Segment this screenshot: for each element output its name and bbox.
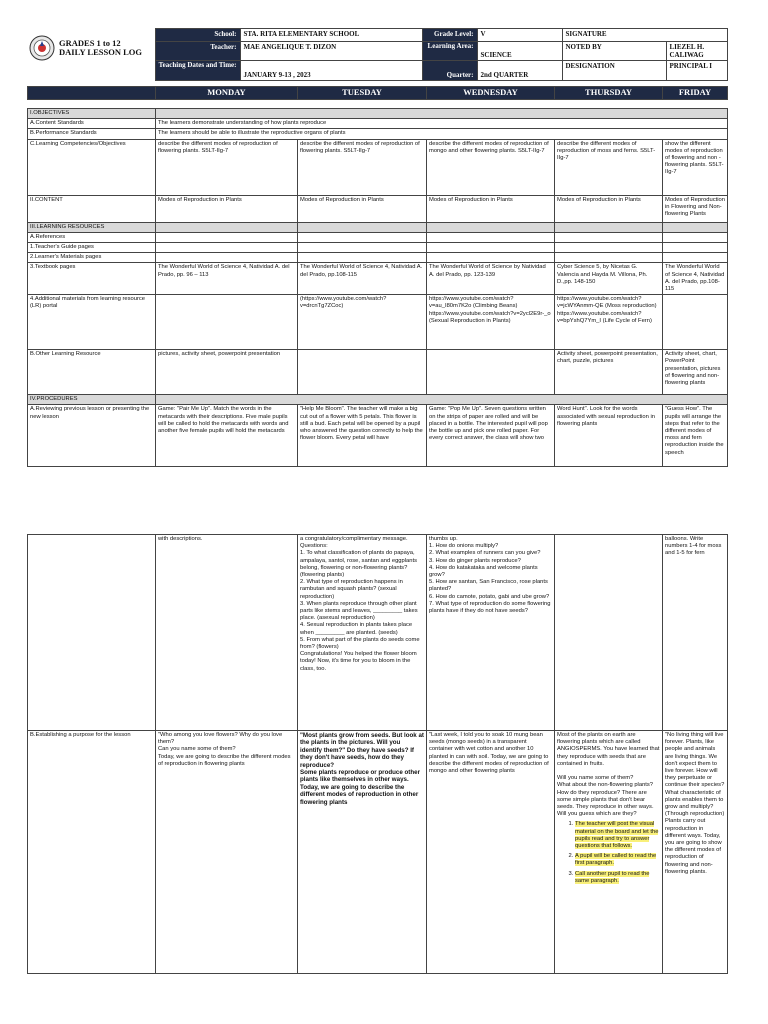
additional-wednesday: https://www.youtube.com/watch?v=au_I80m7K2o (Climbing Beans) https://www.youtube.com/watch?v=2ycl2E9r-_o (Sexual Reproduction in Plants) bbox=[427, 295, 555, 350]
additional-friday bbox=[663, 295, 728, 350]
content-standards-label: A.Content Standards bbox=[28, 119, 156, 129]
review-monday: Game: "Pair Me Up". Match the words in the metacards with their descriptions. Five male pupils will be called to hold the metacards with words and another five female pupils will hold the metacards bbox=[156, 405, 298, 467]
area-value: SCIENCE bbox=[477, 42, 562, 61]
tg-label: 1.Teacher's Guide pages bbox=[28, 243, 156, 253]
performance-standards-label: B.Performance Standards bbox=[28, 129, 156, 139]
references-label: A.References bbox=[28, 232, 156, 242]
review-cont-monday: with descriptions. bbox=[156, 535, 298, 731]
additional-thursday: https://www.youtube.com/watch?v=jcWYAnmm-QE (Moss reproduction) https://www.youtube.com/watch?v=bpYshQ7Ym_I (Life Cycle of Fern) bbox=[555, 295, 663, 350]
blank bbox=[663, 243, 728, 253]
objectives-blank bbox=[156, 109, 728, 119]
other-wednesday bbox=[427, 350, 555, 395]
textbook-tuesday: The Wonderful World of Science 4, Natividad A. del Prado, pp.108-115 bbox=[298, 263, 427, 295]
content-label: II.CONTENT bbox=[28, 195, 156, 222]
blank bbox=[427, 222, 555, 232]
quarter-label: Quarter: bbox=[422, 61, 477, 81]
blank bbox=[427, 232, 555, 242]
lesson-table-page2 bbox=[27, 534, 728, 974]
blank bbox=[555, 253, 663, 263]
logo-area bbox=[27, 29, 155, 81]
noted-value: LIEZEL H. CALIWAG bbox=[666, 42, 727, 61]
day-monday: MONDAY bbox=[156, 87, 298, 100]
textbook-label: 3.Textbook pages bbox=[28, 263, 156, 295]
blank bbox=[156, 222, 298, 232]
logo-title-line2: DAILY LESSON LOG bbox=[59, 46, 142, 57]
dates-value: JANUARY 9-13 , 2023 bbox=[240, 61, 422, 81]
blank bbox=[663, 222, 728, 232]
competency-friday: show the different modes of reproduction of flowering and non - flowering plants. S5LT-IIg-7 bbox=[663, 139, 728, 195]
school-label: School: bbox=[155, 29, 240, 42]
day-thursday: THURSDAY bbox=[555, 87, 663, 100]
other-tuesday bbox=[298, 350, 427, 395]
designation-value: PRINCIPAL I bbox=[666, 61, 727, 81]
blank bbox=[555, 222, 663, 232]
competency-monday: describe the different modes of reproduction of flowering plants. S5LT-IIg-7 bbox=[156, 139, 298, 195]
other-thursday: Activity sheet, powerpoint presentation, chart, puzzle, pictures bbox=[555, 350, 663, 395]
blank bbox=[555, 243, 663, 253]
noted-label: NOTED BY bbox=[562, 42, 666, 61]
lesson-table-page1 bbox=[27, 108, 728, 467]
purpose-thursday-list bbox=[569, 821, 660, 885]
review-cont-label bbox=[28, 535, 156, 731]
purpose-thursday-step-2: A pupil will be called to read the first paragraph. bbox=[575, 853, 657, 867]
blank bbox=[156, 243, 298, 253]
purpose-monday: "Who among you love flowers? Why do you love them? Can you name some of them? Today, we are going to describe the different modes of reproduction in flowering plants bbox=[156, 731, 298, 974]
purpose-label: B.Establishing a purpose for the lesson bbox=[28, 731, 156, 974]
designation-label: DESIGNATION bbox=[562, 61, 666, 81]
purpose-tuesday: "Most plants grow from seeds. But look at the plants in the pictures. Will you identify them?" Do they have seeds? If they don't have seeds, how do they reproduce? Some plants reproduce or produce other plants like themselves in other ways. Today, we are going to describe the different modes of reproduction in other flowering plants bbox=[298, 731, 427, 974]
day-friday: FRIDAY bbox=[663, 87, 728, 100]
day-header-blank bbox=[28, 87, 156, 100]
header-table bbox=[27, 28, 728, 81]
teacher-value: MAE ANGELIQUE T. DIZON bbox=[240, 42, 422, 61]
blank bbox=[427, 253, 555, 263]
objectives-heading: I.OBJECTIVES bbox=[28, 109, 156, 119]
review-cont-tuesday: a congratulatory/complimentary message. Questions: 1. To what classification of plants do papaya, ampalaya, santol, rose, santan and eggplants belong, flowering or non-flowering plants? (flowering plants) 2. What type of reproduction happens in rambutan and squash plants? (sexual reproduction) 3. When plants reproduce through other plant parts like stems and leaves, _________ takes place. (asexual reproduction) 4. Sexual reproduction in plants takes place when _________ are planted. (seeds) 5. From what part of the plants do seeds come from? (flowers) Congratulations! You helped the flower bloom today! Now, it's time for you to bloom in the class, too. bbox=[298, 535, 427, 731]
lm-label: 2.Learner's Materials pages bbox=[28, 253, 156, 263]
signature-label: SIGNATURE bbox=[562, 29, 727, 42]
page-1 bbox=[27, 28, 727, 476]
review-cont-friday: balloons. Write numbers 1-4 for moss and 1-5 for fern bbox=[663, 535, 728, 731]
performance-standards-value: The learners should be able to illustrate the reproductive organs of plants bbox=[156, 129, 728, 139]
quarter-value: 2nd QUARTER bbox=[477, 61, 562, 81]
review-thursday: Word Hunt". Look for the words associated with sexual reproduction in flowering plants bbox=[555, 405, 663, 467]
textbook-thursday: Cyber Science 5, by Nicetas G. Valencia and Hayda M. Villona, Ph. D.,pp. 148-150 bbox=[555, 263, 663, 295]
review-cont-wednesday: thumbs up. 1. How do onions multiply? 2. What examples of runners can you give? 3. How do ginger plants reproduce? 4. How do katakataka and welcome plants grow? 5. How are santan, San Francisco, rose plants planted? 6. How do camote, potato, gabi and ube grow? 7. What type of reproduction do some flowering plants have if they do not have seeds? bbox=[427, 535, 555, 731]
purpose-wednesday: "Last week, I told you to soak 10 mung bean seeds (mongo seeds) in a transparent container with wet cotton and another 10 planted in can with soil. Today, we are going to describe the different modes of reproduction of mongo and other flowering plants bbox=[427, 731, 555, 974]
content-friday: Modes of Reproduction in Flowering and Non-flowering Plants bbox=[663, 195, 728, 222]
review-wednesday: Game: "Pop Me Up". Seven questions written on the strips of paper are rolled and will be placed in a bottle. The interested pupil will pop the bottle up and pick one rolled paper. For every correct answer, the class will show two bbox=[427, 405, 555, 467]
blank bbox=[156, 232, 298, 242]
content-monday: Modes of Reproduction in Plants bbox=[156, 195, 298, 222]
review-friday: "Guess How". The pupils will arrange the steps that refer to the different modes of moss and fern reproduction inside the speech bbox=[663, 405, 728, 467]
textbook-wednesday: The Wonderful World of Science by Natividad A. del Prado, pp. 123-139 bbox=[427, 263, 555, 295]
content-thursday: Modes of Reproduction in Plants bbox=[555, 195, 663, 222]
content-tuesday: Modes of Reproduction in Plants bbox=[298, 195, 427, 222]
blank bbox=[298, 253, 427, 263]
dates-label: Teaching Dates and Time: bbox=[155, 61, 240, 81]
purpose-friday: "No living thing will live forever. Plants, like people and animals are living things. We don't expect them to live forever. How will they perpetuate or continue their species? What characteristic of plants enables them to grow and multiply? (Through reproduction) Plants carry out reproduction in different ways. Today, you are going to show the different modes of reproduction of flowering and non-flowering plants. bbox=[663, 731, 728, 974]
review-tuesday: "Help Me Bloom". The teacher will make a big cut out of a flower with 5 petals. This flower is still a bud. Each petal will be opened by a pupil who answered the question correctly to help the flower bloom. Every petal will have bbox=[298, 405, 427, 467]
purpose-thursday-cell bbox=[555, 731, 663, 974]
content-wednesday: Modes of Reproduction in Plants bbox=[427, 195, 555, 222]
additional-tuesday: (https://www.youtube.com/watch?v=drcnTg7ZCoc) bbox=[298, 295, 427, 350]
purpose-thursday: Most of the plants on earth are flowering plants which are called ANGIOSPERMS. You have learned that they reproduce with seeds that are contained in fruits. Will you name some of them? What about the non-flowering plants? How do they reproduce? There are some simple plants that don't bear seeds. They reproduce in other ways. Will you guess which are they? bbox=[557, 732, 660, 818]
blank bbox=[663, 253, 728, 263]
additional-label: 4.Additional materials from learning resource (LR) portal bbox=[28, 295, 156, 350]
competency-tuesday: describe the different modes of reproduction of flowering plants. S5LT-IIg-7 bbox=[298, 139, 427, 195]
day-wednesday: WEDNESDAY bbox=[427, 87, 555, 100]
resources-heading: III.LEARNING RESOURCES bbox=[28, 222, 156, 232]
competencies-label: C.Learning Competencies/Objectives bbox=[28, 139, 156, 195]
textbook-monday: The Wonderful World of Science 4, Natividad A. del Prado, pp. 96 – 113 bbox=[156, 263, 298, 295]
blank bbox=[427, 243, 555, 253]
grade-value: V bbox=[477, 29, 562, 42]
li bbox=[575, 853, 660, 867]
review-label: A.Reviewing previous lesson or presenting the new lesson bbox=[28, 405, 156, 467]
other-resource-label: B.Other Learning Resource bbox=[28, 350, 156, 395]
blank bbox=[156, 253, 298, 263]
competency-thursday: describe the different modes of reproduction of moss and ferns. S5LT-IIg-7 bbox=[555, 139, 663, 195]
review-cont-thursday bbox=[555, 535, 663, 731]
school-value: STA. RITA ELEMENTARY SCHOOL bbox=[240, 29, 422, 42]
day-tuesday: TUESDAY bbox=[298, 87, 427, 100]
competency-wednesday: describe the different modes of reproduction of mongo and other flowering plants. S5LT-IIg-7 bbox=[427, 139, 555, 195]
logo-title-line1: GRADES 1 to 12 bbox=[59, 37, 121, 48]
additional-monday bbox=[156, 295, 298, 350]
logo-title bbox=[59, 39, 142, 57]
day-header-table bbox=[27, 86, 728, 100]
blank bbox=[298, 232, 427, 242]
other-friday: Activity sheet, chart, PowerPoint presentation, pictures of flowering and non-flowering plants bbox=[663, 350, 728, 395]
textbook-friday: The Wonderful World of Science 4, Natividad A. del Prado, pp.108-115 bbox=[663, 263, 728, 295]
blank bbox=[555, 232, 663, 242]
teacher-label: Teacher: bbox=[155, 42, 240, 61]
content-standards-value: The learners demonstrate understanding of how plants reproduce bbox=[156, 119, 728, 129]
area-label: Learning Area: bbox=[422, 42, 477, 61]
procedures-blank bbox=[156, 395, 728, 405]
deped-seal-icon bbox=[29, 35, 55, 61]
blank bbox=[298, 222, 427, 232]
blank bbox=[298, 243, 427, 253]
procedures-heading: IV.PROCEDURES bbox=[28, 395, 156, 405]
page-2 bbox=[27, 534, 727, 974]
li bbox=[575, 871, 660, 885]
blank bbox=[663, 232, 728, 242]
grade-label: Grade Level: bbox=[422, 29, 477, 42]
other-monday: pictures, activity sheet, powerpoint presentation bbox=[156, 350, 298, 395]
li bbox=[575, 821, 660, 850]
purpose-thursday-step-1: The teacher will post the visual material on the board and let the pupils read and try to answer questions that follows. bbox=[575, 821, 659, 850]
purpose-thursday-step-3: Call another pupil to read the same paragraph. bbox=[575, 870, 650, 884]
